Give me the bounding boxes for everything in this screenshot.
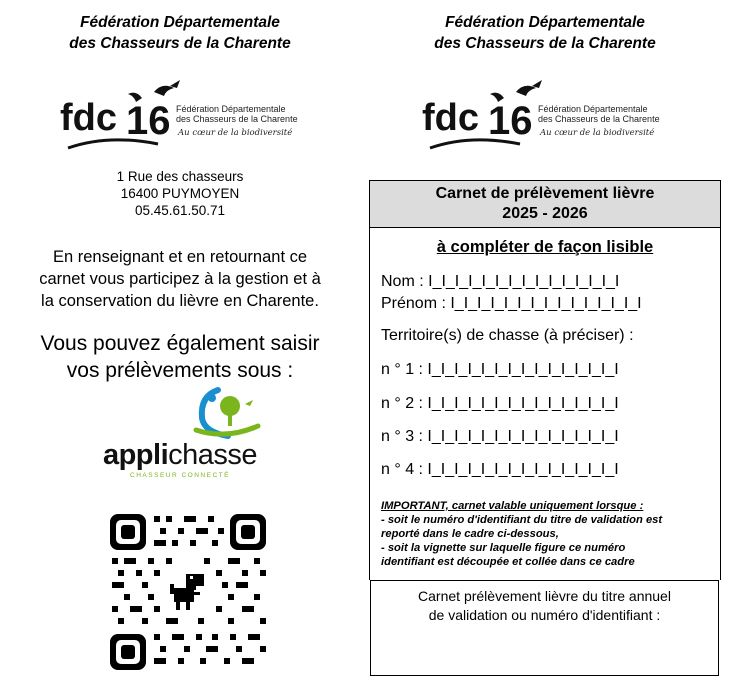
svg-text:16: 16 xyxy=(126,99,171,143)
panel-border-right xyxy=(720,228,721,580)
panel-border-left xyxy=(369,228,370,580)
nom-field[interactable]: Nom : I_I_I_I_I_I_I_I_I_I_I_I_I_I_I xyxy=(381,273,620,290)
carnet-title: Carnet de prélèvement lièvre 2025 - 2026 xyxy=(369,180,721,228)
territoire-field-4[interactable]: n ° 4 : I_I_I_I_I_I_I_I_I_I_I_I_I_I_I xyxy=(381,461,619,478)
fdc16-logo-right: fdc 16 Fédération Départementale des Chasseurs de la Charente Au cœur de la biodiversité xyxy=(420,78,670,156)
online-entry-text: Vous pouvez également saisir vos prélèvements sous : xyxy=(40,332,320,382)
subtitle: à compléter de façon lisible xyxy=(436,238,654,256)
address-street: 1 Rue des chasseurs xyxy=(116,169,244,184)
left-federation-title: Fédération Départementale des Chasseurs de la Charente xyxy=(69,14,291,52)
territoire-field-2[interactable]: n ° 2 : I_I_I_I_I_I_I_I_I_I_I_I_I_I_I xyxy=(381,395,619,412)
intro-paragraph: En renseignant et en retournant ce carnet vous participez à la gestion et à la conservation du lièvre en Charente. xyxy=(39,248,321,310)
prenom-field[interactable]: Prénom : I_I_I_I_I_I_I_I_I_I_I_I_I_I_I xyxy=(381,295,642,312)
territoire-label: Territoire(s) de chasse (à préciser) : xyxy=(381,327,634,344)
svg-text:16: 16 xyxy=(488,99,533,143)
tree-landscape-icon xyxy=(90,384,270,446)
svg-text:fdc: fdc xyxy=(422,97,479,139)
address xyxy=(30,168,330,219)
address-phone: 05.45.61.50.71 xyxy=(134,203,226,218)
address-city: 16400 PUYMOYEN xyxy=(120,186,240,201)
identifier-box[interactable]: Carnet prélèvement lièvre du titre annuel de validation ou numéro d'identifiant : xyxy=(370,580,719,676)
fdc16-logo: fdc 16 Fédération Départementale des Chasseurs de la Charente Au cœur de la biodiversité xyxy=(58,78,308,156)
qr-code xyxy=(108,512,268,677)
qr-code-icon xyxy=(108,512,268,672)
applichasse-logo: applichasse CHASSEUR CONNECTÉ xyxy=(90,384,270,484)
territoire-field-3[interactable]: n ° 3 : I_I_I_I_I_I_I_I_I_I_I_I_I_I_I xyxy=(381,428,619,445)
right-federation-title: Fédération Départementale des Chasseurs de la Charente xyxy=(434,14,656,52)
territoire-field-1[interactable]: n ° 1 : I_I_I_I_I_I_I_I_I_I_I_I_I_I_I xyxy=(381,361,619,378)
important-note: IMPORTANT, carnet valable uniquement lorsque : - soit le numéro d'identifiant du titre de validation est reporté dans le cadre ci-dessous, - soit la vignette sur laquelle figure ce numéro identifiant est découpée et collée dans ce cadre xyxy=(381,500,663,568)
svg-text:fdc: fdc xyxy=(60,97,117,139)
